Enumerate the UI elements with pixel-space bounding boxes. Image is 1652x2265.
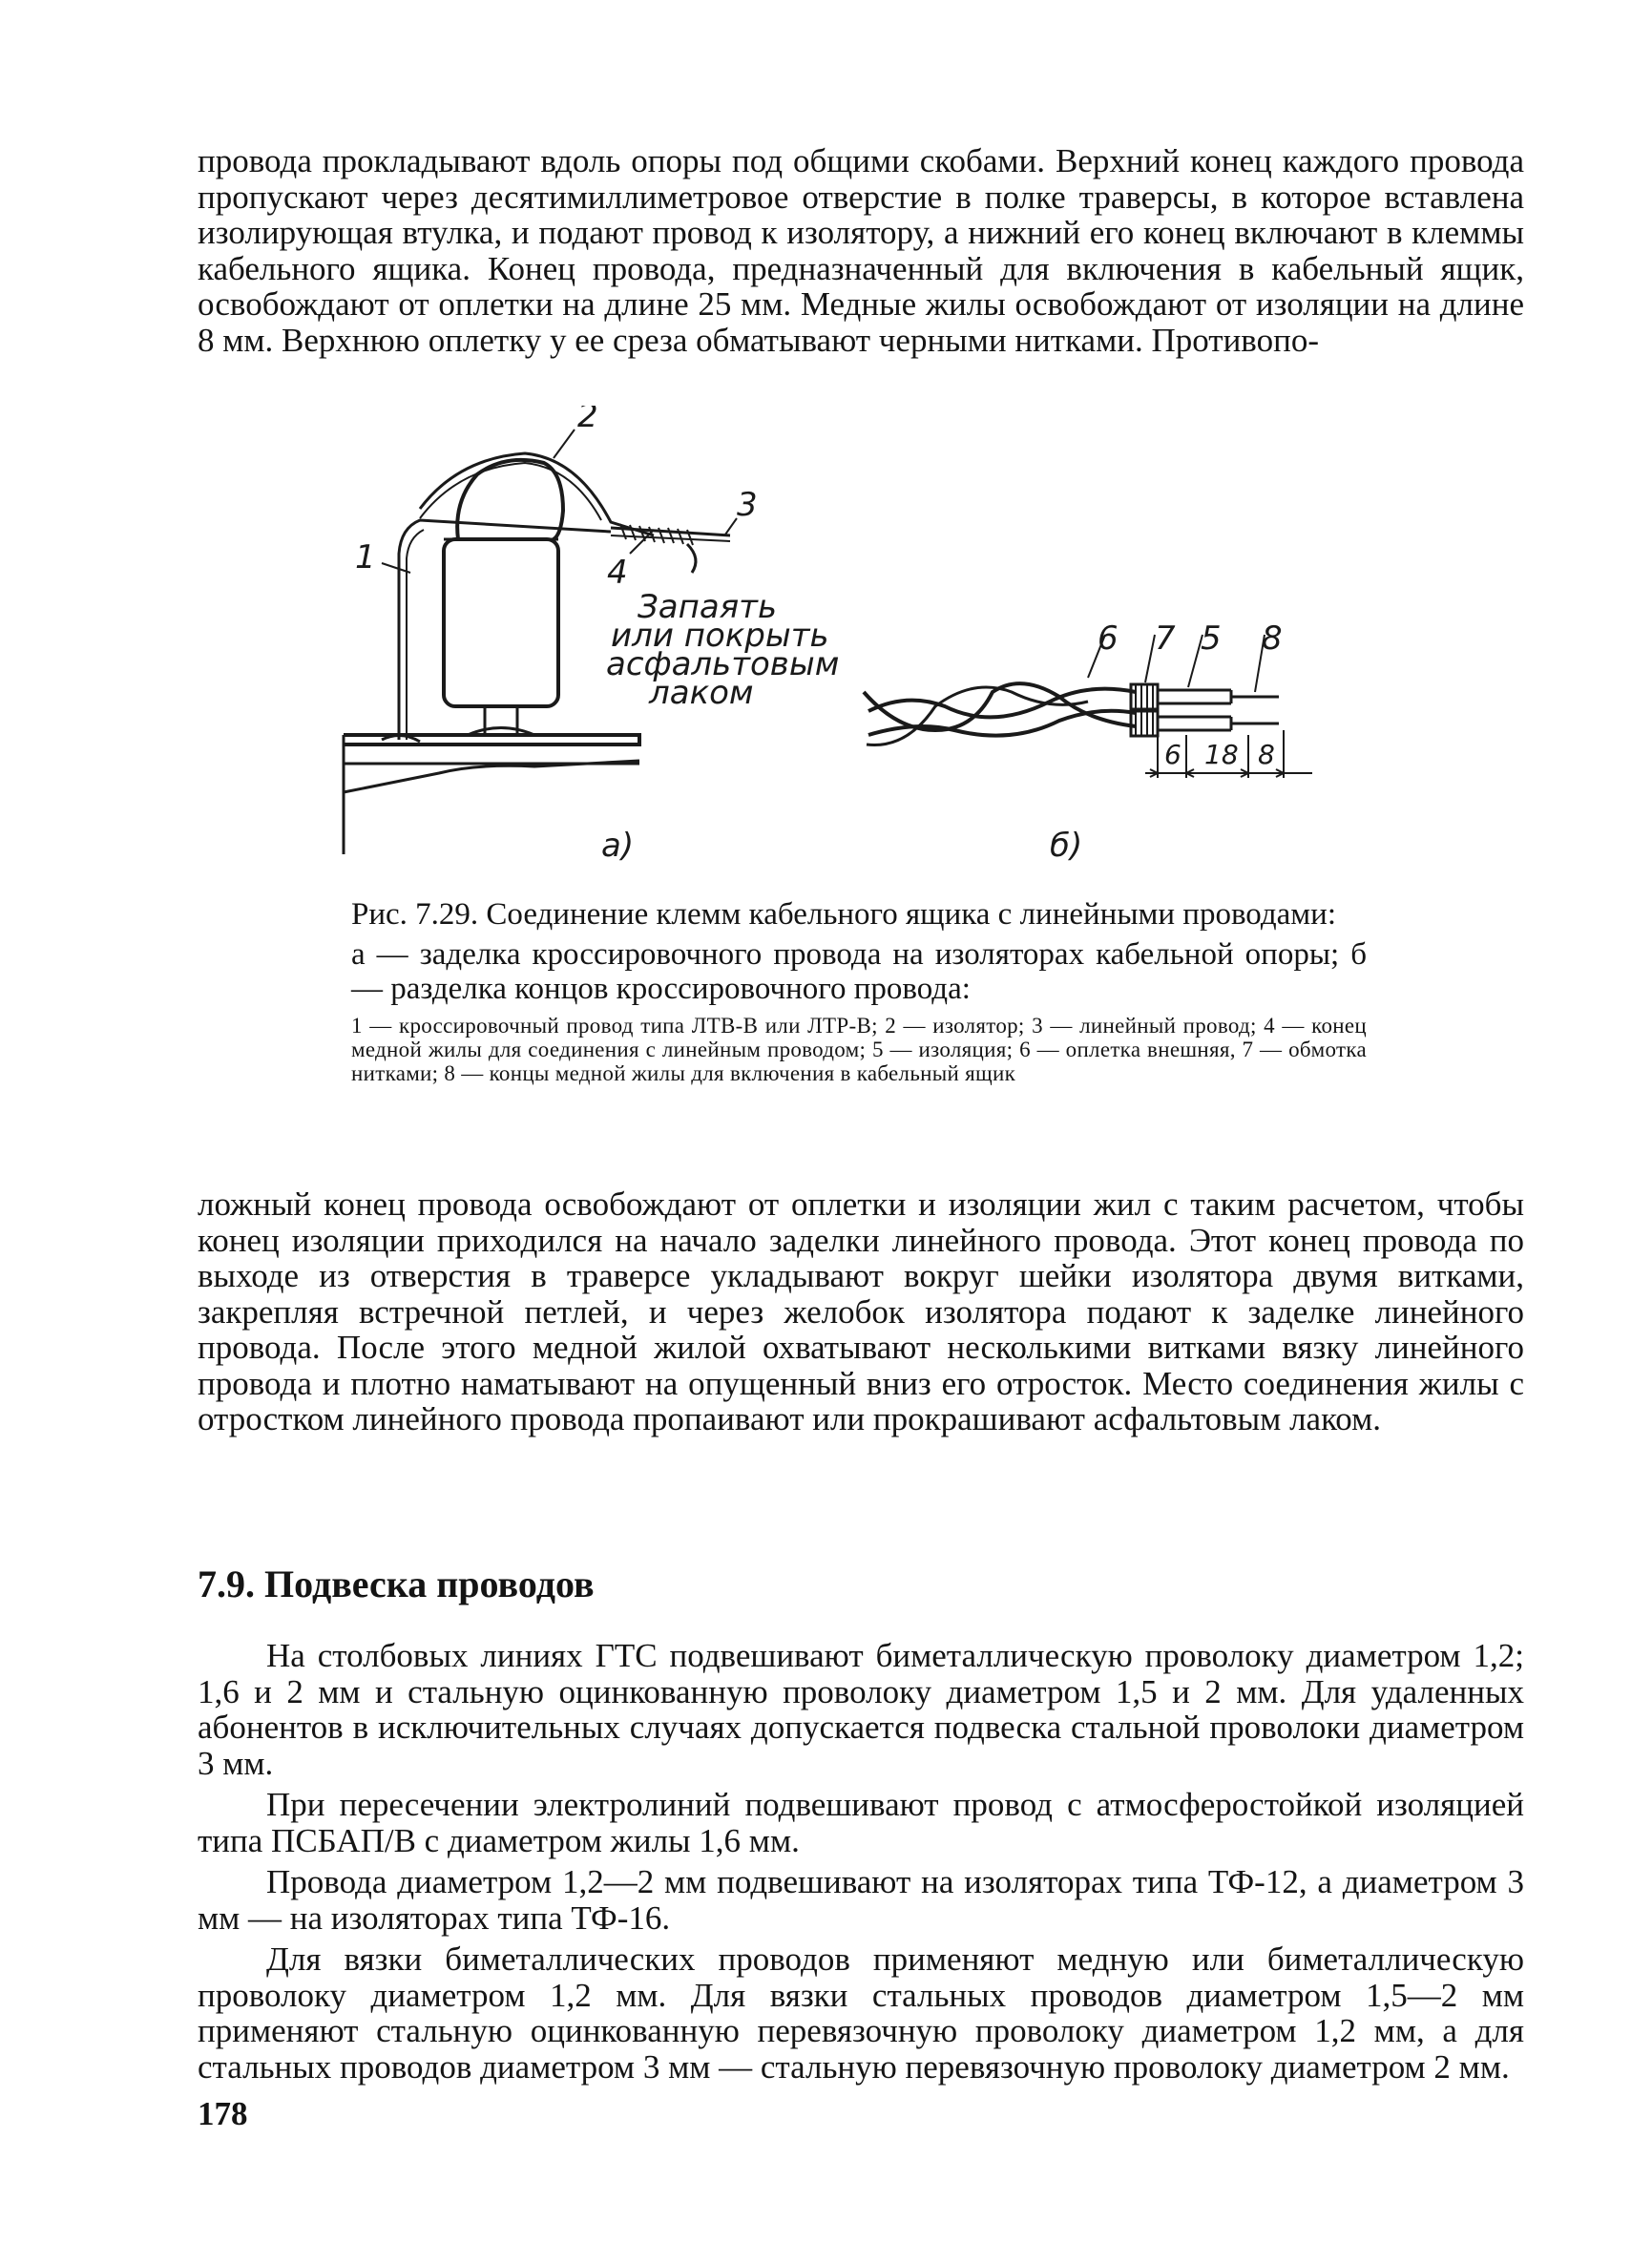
dimension-18: 18 [1204,739,1239,770]
page-number: 178 [198,2095,248,2132]
dimension-8: 8 [1258,739,1275,770]
label-5: 5 [1201,619,1222,658]
section-paragraph-3: Провода диаметром 1,2—2 мм подвешивают на изоляторах типа ТФ-12, а диаметром 3 мм — на изоляторах типа ТФ-16. [198,1863,1524,1937]
figure-caption [351,897,1367,1085]
twisted-wire [864,635,1312,778]
note-line-3: асфальтовым [606,645,840,683]
label-2: 2 [577,406,598,435]
dimension-6: 6 [1164,739,1181,770]
caption-title: Рис. 7.29. Соединение клемм кабельного ящика с линейными проводами: [351,897,1337,932]
caption-parts: а — заделка кроссировочного провода на изоляторах кабельной опоры; б — разделка концов кроссировочного провода: [351,937,1367,1006]
note-line-4: лаком [649,674,754,712]
section-body [198,1638,1524,2085]
label-1: 1 [355,538,376,577]
label-7: 7 [1155,619,1176,658]
figure-7-29 [324,406,1393,883]
label-3: 3 [737,486,758,524]
note-line-2: или покрыть [611,617,829,655]
part-a-label: а) [601,827,635,865]
note-line-1: Запаять [638,588,777,626]
label-6: 6 [1098,619,1119,658]
section-paragraph-1: На столбовых линиях ГТС подвешивают биметаллическую проволоку диаметром 1,2; 1,6 и 2 мм и стальную оцинкованную проволоку диаметром 1,5 и 2 мм. Для удаленных абонентов в исключительных случаях допускается подвеска стальной проволоки диаметром 3 мм. [198,1637,1524,1782]
label-8: 8 [1262,619,1283,658]
part-b-label: б) [1050,827,1083,865]
top-text-block [198,143,1524,358]
label-4: 4 [607,554,628,592]
figure-drawing [324,406,1393,883]
top-paragraph: провода прокладывают вдоль опоры под общими скобами. Верхний конец каждого провода пропускают через десятимиллиметровое отверстие в полке траверсы, в которое вставлена изолирующая втулка, и подают провод к изолятору, а нижний его конец включают в клеммы кабельного ящика. Конец провода, предназначенный для включения в кабельный ящик, освобождают от оплетки на длине 25 мм. Медные жилы освобождают от изоляции на длине 8 мм. Верхнюю оплетку у ее среза обматывают черными нитками. Противопо- [198,142,1524,359]
section-paragraph-2: При пересечении электролиний подвешивают провод с атмосферостойкой изоляцией типа ПСБАП/В с диаметром жилы 1,6 мм. [198,1786,1524,1859]
section-paragraph-4: Для вязки биметаллических проводов применяют медную или биметаллическую проволоку диаметром 1,2 мм. Для вязки стальных проводов диаметром 1,5—2 мм применяют стальную оцинкованную перевязочную проволоку диаметром 1,2 мм, а для стальных проводов диаметром 3 мм — стальную перевязочную проволоку диаметром 2 мм. [198,1940,1524,2086]
section-heading: 7.9. Подвеска проводов [198,1562,595,1605]
continued-paragraph: ложный конец провода освобождают от оплетки и изоляции жил с таким расчетом, чтобы конец изоляции приходился на начало заделки линейного провода. Этот конец провода по выходе из отверстия в траверсе укладывают вокруг шейки изолятора двумя витками, закрепляя встречной петлей, и через желобок изолятора подают к заделке линейного провода. После этого медной жилой охватывают несколькими витками вязку линейного провода и плотно наматывают на опущенный вниз его отросток. Место соединения жилы с отростком линейного провода пропаивают или прокрашивают асфальтовым лаком. [198,1185,1524,1437]
caption-legend: 1 — кроссировочный провод типа ЛТВ-В или ЛТР-В; 2 — изолятор; 3 — линейный провод; 4 — конец медной жилы для соединения с линейным проводом; 5 — изоляция; 6 — оплетка внешняя, 7 — обмотка нитками; 8 — концы медной жилы для включения в кабельный ящик [351,1014,1367,1085]
continued-text-block [198,1186,1524,1437]
